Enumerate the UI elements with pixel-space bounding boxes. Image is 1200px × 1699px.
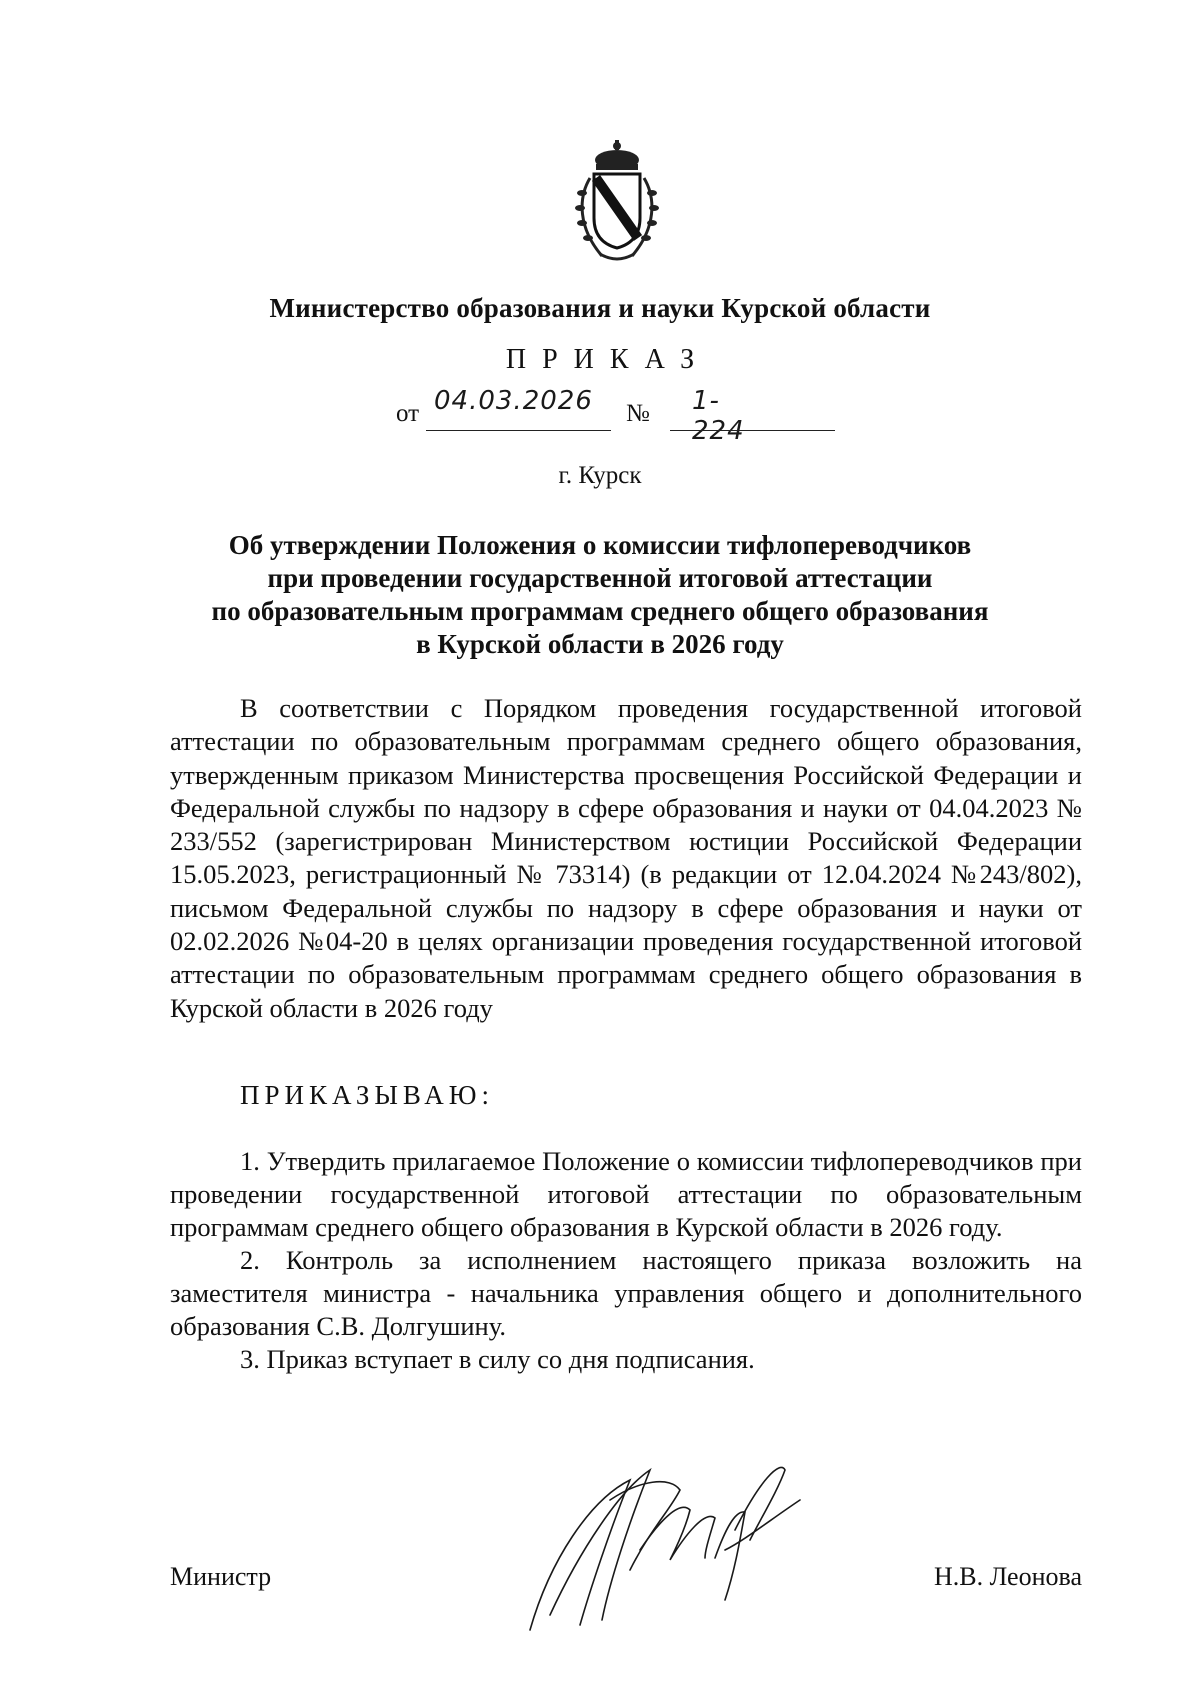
date-underline bbox=[426, 430, 611, 431]
order-title bbox=[0, 529, 1200, 661]
preamble-paragraph: В соответствии с Порядком проведения государственной итоговой аттестации по образовательным программам среднего общего образования, утвержденным приказом Министерства просвещения Российской Федерации и Федеральной службы по надзору в сфере образования и науки от 04.04.2023 № 233/552 (зарегистрирован Министерством юстиции Российской Федерации 15.05.2023, регистрационный № 73314) (в редакции от 12.04.2024 №243/802), письмом Федеральной службы по надзору в сфере образования и науки от 02.02.2026 №04-20 в целях организации проведения государственной итоговой аттестации по образовательным программам среднего общего образования в Курской области в 2026 году bbox=[170, 693, 1082, 1023]
handwritten-signature bbox=[510, 1440, 810, 1640]
signatory-title: Министр bbox=[170, 1562, 272, 1591]
order-item: 1. Утвердить прилагаемое Положение о комиссии тифлопереводчиков при проведении государственной итоговой аттестации по образовательным программам среднего общего образования в Курской области в 2026 году. bbox=[170, 1146, 1082, 1242]
city: г. Курск bbox=[558, 462, 642, 489]
order-item: 2. Контроль за исполнением настоящего приказа возложить на заместителя министра - начальника управления общего и дополнительного образования С.В. Долгушину. bbox=[170, 1245, 1082, 1341]
title-line: при проведении государственной итоговой аттестации bbox=[267, 563, 933, 593]
number-underline bbox=[670, 430, 835, 431]
title-line: по образовательным программам среднего общего образования bbox=[211, 596, 989, 626]
order-item: 3. Приказ вступает в силу со дня подписания. bbox=[240, 1344, 755, 1374]
date-value: 04.03.2026 bbox=[434, 386, 593, 416]
coat-of-arms-icon bbox=[572, 138, 662, 268]
title-line: Об утверждении Положения о комиссии тифлопереводчиков bbox=[228, 530, 972, 560]
date-prefix: от bbox=[396, 400, 420, 427]
title-line: в Курской области в 2026 году bbox=[416, 629, 784, 659]
number-value: 1-224 bbox=[692, 386, 745, 446]
ministry-name: Министерство образования и науки Курской области bbox=[269, 293, 931, 323]
order-items bbox=[170, 1145, 1082, 1376]
number-prefix: № bbox=[626, 400, 650, 427]
order-word: ПРИКАЗЫВАЮ: bbox=[240, 1080, 494, 1110]
signatory-name: Н.В. Леонова bbox=[933, 1562, 1082, 1591]
document-type: ПРИКАЗ bbox=[505, 344, 711, 375]
